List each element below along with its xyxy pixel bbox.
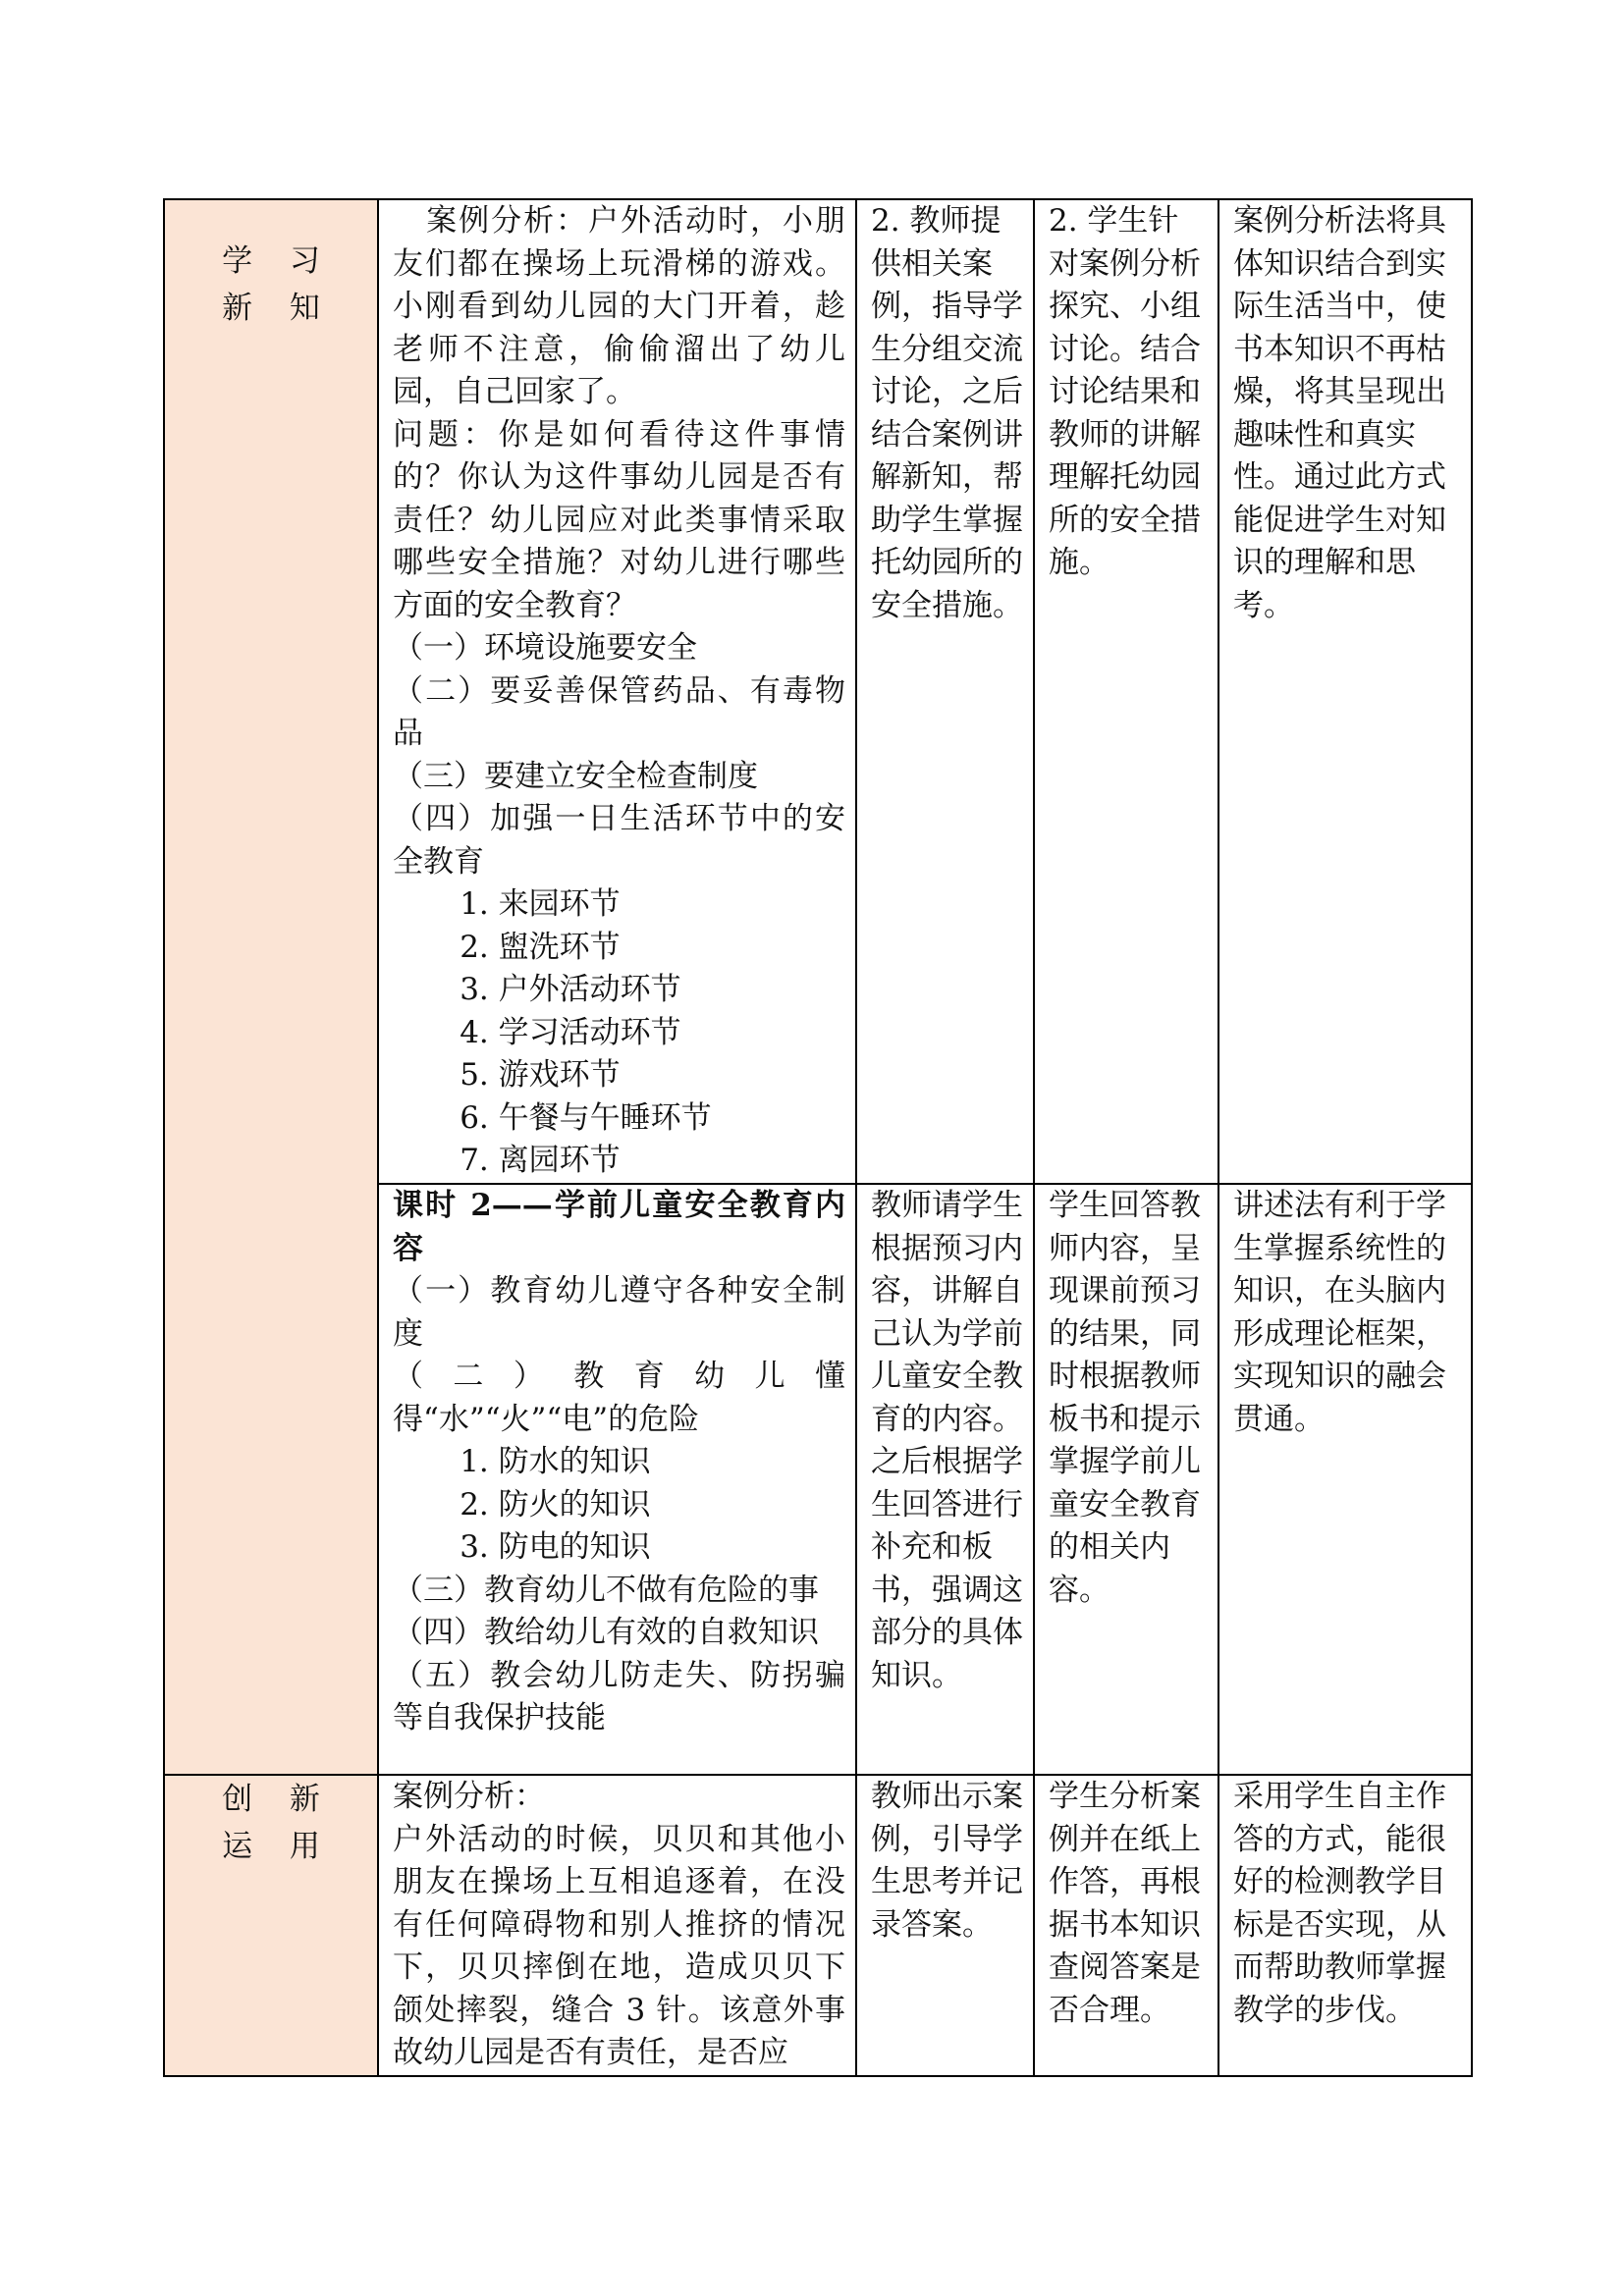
content-item: （二）教育幼儿懂得“水”“火”“电”的危险 [393,1359,845,1437]
case-text: 案例分析：户外活动时，小朋友们都在操场上玩滑梯的游戏。小刚看到幼儿园的大门开着，趁老师不注意，偷偷溜出了幼儿园，自己回家了。 [393,203,845,409]
design-intent-cell [1218,1775,1472,2076]
stage-label-line: 学 习 [222,243,334,279]
teacher-activity-cell [856,199,1034,1184]
content-item: （五）教会幼儿防走失、防拐骗等自我保护技能 [393,1657,845,1735]
content-item: （四）教给幼儿有效的自救知识 [393,1615,819,1650]
design-intent-text: 讲述法有利于学生掌握系统性的知识，在头脑内形成理论框架，实现知识的融会贯通。 [1233,1188,1446,1437]
student-activity-text: 2. 学生针对案例分析探究、小组讨论。结合讨论结果和教师的讲解理解托幼园所的安全措施。 [1049,203,1201,580]
stage-label-line: 创 新 [222,1782,334,1817]
student-activity-cell [1034,1775,1218,2076]
teacher-activity-text: 教师请学生根据预习内容，讲解自己认为学前儿童安全教育的内容。之后根据学生回答进行补充和板书，强调这部分的具体知识。 [871,1188,1023,1693]
student-activity-text: 学生分析案例并在纸上作答，再根据书本知识查阅答案是否合理。 [1049,1779,1201,2028]
content-cell [378,1184,856,1775]
sub-item: 6. 午餐与午睡环节 [460,1099,712,1136]
stage-cell-application [164,1775,378,2076]
content-item: （三）要建立安全检查制度 [393,758,758,794]
design-intent-cell [1218,1184,1472,1775]
student-activity-cell [1034,1184,1218,1775]
teacher-activity-text: 教师出示案例，引导学生思考并记录答案。 [871,1779,1023,1943]
design-intent-cell [1218,199,1472,1184]
content-cell [378,1775,856,2076]
sub-item: 3. 防电的知识 [460,1529,651,1565]
content-cell [378,199,856,1184]
sub-item: 5. 游戏环节 [460,1057,621,1093]
table-row [164,199,1472,1184]
design-intent-text: 采用学生自主作答的方式，能很好的检测教学目标是否实现，从而帮助教师掌握教学的步伐。 [1233,1779,1446,2028]
stage-label-line: 新 知 [222,291,334,326]
content-item: （一）教育幼儿遵守各种安全制度 [393,1273,845,1352]
sub-item: 7. 离园环节 [460,1143,621,1178]
content-item: （三）教育幼儿不做有危险的事 [393,1572,819,1608]
content-item: （一）环境设施要安全 [393,630,697,666]
content-item: （二）要妥善保管药品、有毒物品 [393,672,845,751]
teacher-activity-cell [856,1775,1034,2076]
sub-item: 3. 户外活动环节 [460,972,681,1007]
student-activity-cell [1034,199,1218,1184]
sub-item: 1. 防水的知识 [460,1444,651,1479]
lesson-plan-table [163,198,1473,2077]
sub-item: 2. 防火的知识 [460,1486,651,1522]
sub-item: 1. 来园环节 [460,886,621,922]
sub-item: 2. 盥洗环节 [460,929,621,965]
case-title: 案例分析： [393,1779,545,1814]
lesson-heading: 课时 2——学前儿童安全教育内容 [393,1188,845,1266]
stage-label-line: 运 用 [222,1829,334,1864]
stage-cell-learning [164,199,378,1775]
table-row [164,1775,1472,2076]
content-item: （四）加强一日生活环节中的安全教育 [393,801,845,880]
teacher-activity-cell [856,1184,1034,1775]
teacher-activity-text: 2. 教师提供相关案例，指导学生分组交流讨论，之后结合案例讲解新知，帮助学生掌握托幼园所的安全措施。 [871,203,1023,623]
design-intent-text: 案例分析法将具体知识结合到实际生活当中，使书本知识不再枯燥，将其呈现出趣味性和真实性。通过此方式能促进学生对知识的理解和思考。 [1233,203,1446,623]
sub-item: 4. 学习活动环节 [460,1014,681,1050]
question-text: 问题：你是如何看待这件事情的？你认为这件事幼儿园是否有责任？幼儿园应对此类事情采取哪些安全措施？对幼儿进行哪些方面的安全教育？ [393,416,845,623]
student-activity-text: 学生回答教师内容，呈现课前预习的结果，同时根据教师板书和提示掌握学前儿童安全教育的相关内容。 [1049,1188,1201,1608]
case-text: 户外活动的时候，贝贝和其他小朋友在操场上互相追逐着，在没有任何障碍物和别人推挤的情况下，贝贝摔倒在地，造成贝贝下颌处摔裂，缝合 3 针。该意外事故幼儿园是否有责任，是否应 [393,1821,845,2070]
